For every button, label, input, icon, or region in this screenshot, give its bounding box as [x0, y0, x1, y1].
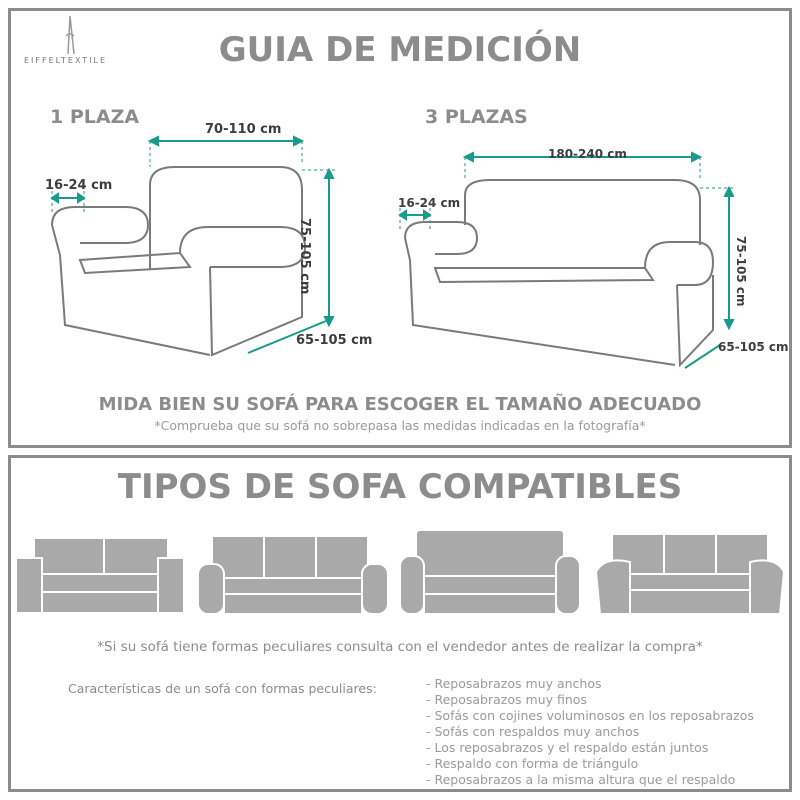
one-seat-arm: 16-24 cm [45, 178, 113, 193]
list-item: - Reposabrazos muy anchos [426, 676, 602, 691]
list-item: - Los reposabrazos y el respaldo están juntos [426, 740, 709, 755]
advice-heading: MIDA BIEN SU SOFÁ PARA ESCOGER EL TAMAÑO ADECUADO [98, 394, 702, 415]
list-item: - Respaldo con forma de triángulo [426, 756, 639, 771]
one-seat-height: 75-105 cm [297, 218, 312, 295]
list-item: - Reposabrazos a la misma altura que el respaldo [426, 772, 736, 787]
three-seat-height: 75-105 cm [734, 236, 748, 307]
three-seat-arm: 16-24 cm [398, 196, 461, 210]
list-item: - Sofás con respaldos muy anchos [426, 724, 640, 739]
sofa-type-pillow-arms-icon [594, 532, 786, 616]
list-item: - Reposabrazos muy finos [426, 692, 587, 707]
one-seat-width: 70-110 cm [205, 122, 282, 137]
compat-title: TIPOS DE SOFA COMPATIBLES [117, 467, 683, 507]
advice-note: *Comprueba que su sofá no sobrepasa las medidas indicadas en la fotografía* [154, 418, 646, 433]
features-list [426, 676, 754, 788]
brand-logo-text: EIFFELTEXTILE [24, 56, 108, 65]
features-label: Características de un sofá con formas peculiares: [68, 681, 377, 696]
sofa-type-rolled-arms-icon [196, 534, 392, 616]
three-seat-label: 3 PLAZAS [425, 106, 528, 128]
three-seat-width: 180-240 cm [548, 147, 627, 161]
sofa-type-straight-arms-icon [14, 536, 186, 616]
three-seat-depth: 65-105 cm [718, 340, 789, 354]
peculiar-shapes-warning: *Si su sofá tiene formas peculiares consulta con el vendedor antes de realizar la compra* [97, 639, 703, 655]
three-seat-sofa-diagram [395, 150, 755, 380]
one-seat-depth: 65-105 cm [296, 333, 373, 348]
measure-title: GUIA DE MEDICIÓN [218, 30, 582, 70]
list-item: - Sofás con cojines voluminosos en los reposabrazos [426, 708, 754, 723]
one-seat-label: 1 PLAZA [50, 106, 140, 128]
sofa-type-cushioned-icon [398, 528, 582, 616]
